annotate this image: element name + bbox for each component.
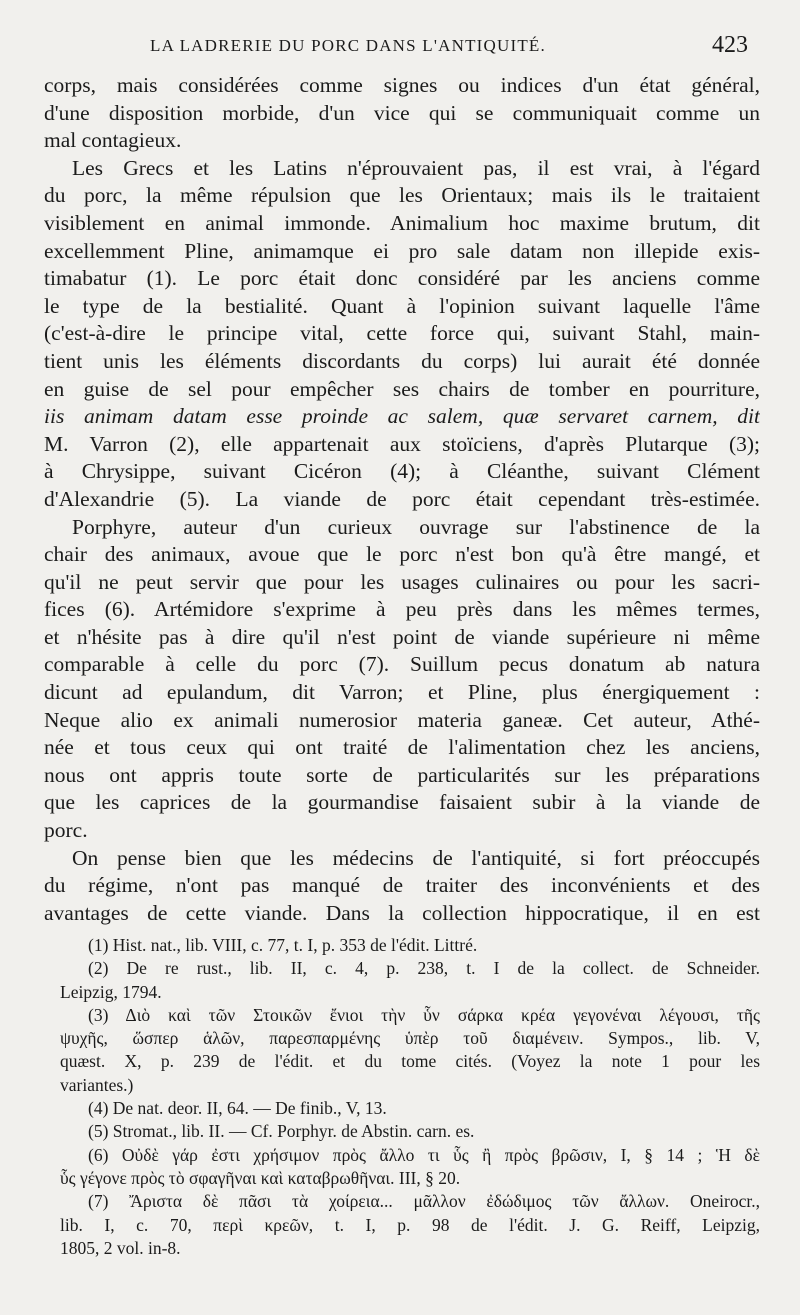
text-line: avantages de cette viande. Dans la collection hippocratique, il en est bbox=[44, 900, 760, 925]
text-line: mal contagieux. bbox=[44, 128, 182, 153]
footnote-line: (1) Hist. nat., lib. VIII, c. 77, t. I, p. 353 de l'édit. Littré. bbox=[88, 935, 478, 955]
text-line: iis animam datam esse proinde ac salem, quæ servaret carnem, dit bbox=[44, 404, 760, 429]
text-line: timabatur (1). Le porc était donc considéré par les anciens comme bbox=[44, 266, 760, 291]
text-line: nous ont appris toute sorte de particularités sur les préparations bbox=[44, 762, 760, 787]
text-line: tient unis les éléments discordants du corps) lui aurait été donnée bbox=[44, 348, 760, 373]
footnote-line: (7) Ἄριστα δὲ πᾶσι τὰ χοίρεια... μᾶλλον ἐδώδιμος τῶν ἄλλων. Oneirocr., bbox=[88, 1191, 760, 1212]
text-line: excellemment Pline, animamque ei pro sale datam non illepide exis- bbox=[44, 238, 760, 263]
page-number: 423 bbox=[712, 32, 748, 58]
text-line: et n'hésite pas à dire qu'il n'est point de viande supérieure ni même bbox=[44, 624, 760, 649]
running-header bbox=[40, 30, 748, 70]
paragraph-start-line: On pense bien que les médecins de l'antiquité, si fort préoccupés bbox=[72, 845, 760, 870]
text-line: M. Varron (2), elle appartenait aux stoïciens, d'après Plutarque (3); bbox=[44, 431, 760, 456]
text-line: que les caprices de la gourmandise faisaient subir à la viande de bbox=[44, 790, 760, 815]
footnote-line: lib. I, c. 70, περὶ κρεῶν, t. I, p. 98 de l'édit. J. G. Reiff, Leipzig, bbox=[60, 1214, 760, 1235]
footnote-line: (3) Διὸ καὶ τῶν Στοικῶν ἔνιοι τὴν ὗν σάρκα κρέα γεγονέναι λέγουσι, τῆς bbox=[88, 1004, 760, 1025]
text-line: du régime, n'ont pas manqué de traiter des inconvénients et des bbox=[44, 873, 760, 898]
text-line: du porc, la même répulsion que les Orientaux; mais ils le traitaient bbox=[44, 183, 760, 208]
text-line: le type de la bestialité. Quant à l'opinion suivant laquelle l'âme bbox=[44, 293, 760, 318]
footnote-line: ὗς γέγονε πρὸς τὸ σφαγῆναι καὶ καταβρωθῆναι. III, § 20. bbox=[60, 1167, 461, 1188]
footnote-line: ψυχῆς, ὥσπερ ἁλῶν, παρεσπαρμένης ὑπὲρ τοῦ διαμένειν. Sympos., lib. V, bbox=[60, 1028, 760, 1049]
text-line: fices (6). Artémidore s'exprime à peu près dans les mêmes termes, bbox=[44, 597, 760, 622]
text-line: née et tous ceux qui ont traité de l'alimentation chez les anciens, bbox=[44, 735, 760, 760]
body-text bbox=[44, 72, 760, 927]
footnote-line: (6) Οὐδὲ γάρ ἐστι χρήσιμον πρὸς ἄλλο τι ὗς ἢ πρὸς βρῶσιν, I, § 14 ; Ἡ δὲ bbox=[88, 1144, 760, 1165]
footnote-line: quæst. X, p. 239 de l'édit. et du tome cités. (Voyez la note 1 pour les bbox=[60, 1051, 760, 1072]
running-title: LA LADRERIE DU PORC DANS L'ANTIQUITÉ. bbox=[150, 36, 546, 55]
footnote-line: 1805, 2 vol. in-8. bbox=[60, 1237, 181, 1258]
text-line: Neque alio ex animali numerosior materia ganeæ. Cet auteur, Athé- bbox=[44, 707, 760, 732]
text-line: qu'il ne peut servir que pour les usages culinaires ou pour les sacri- bbox=[44, 569, 760, 594]
text-line: en guise de sel pour empêcher ses chairs de tomber en pourriture, bbox=[44, 376, 760, 401]
footnote-line: (2) De re rust., lib. II, c. 4, p. 238, t. I de la collect. de Schneider. bbox=[88, 958, 760, 979]
paragraph-start-line: Porphyre, auteur d'un curieux ouvrage sur l'abstinence de la bbox=[72, 514, 760, 539]
footnote-line: (4) De nat. deor. II, 64. — De finib., V, 13. bbox=[88, 1098, 387, 1119]
text-line: dicunt ad epulandum, dit Varron; et Pline, plus énergiquement : bbox=[44, 680, 760, 705]
text-line: porc. bbox=[44, 818, 88, 843]
text-line: visiblement en animal immonde. Animalium hoc maxime brutum, dit bbox=[44, 210, 760, 235]
text-line: d'Alexandrie (5). La viande de porc était cependant très-estimée. bbox=[44, 486, 760, 511]
footnote-line: (5) Stromat., lib. II. — Cf. Porphyr. de Abstin. carn. es. bbox=[88, 1121, 475, 1142]
text-line: à Chrysippe, suivant Cicéron (4); à Cléanthe, suivant Clément bbox=[44, 459, 760, 484]
text-line: d'une disposition morbide, d'un vice qui se communiquait comme un bbox=[44, 100, 760, 125]
footnote-line: variantes.) bbox=[60, 1074, 134, 1095]
paragraph-start-line: Les Grecs et les Latins n'éprouvaient pas, il est vrai, à l'égard bbox=[72, 155, 760, 180]
text-line: corps, mais considérées comme signes ou indices d'un état général, bbox=[44, 73, 760, 97]
text-line: chair des animaux, avoue que le porc n'est bon qu'à être mangé, et bbox=[44, 542, 760, 567]
footnotes bbox=[60, 934, 760, 1260]
text-line: comparable à celle du porc (7). Suillum pecus donatum ab natura bbox=[44, 652, 760, 677]
footnote-line: Leipzig, 1794. bbox=[60, 981, 162, 1002]
text-line: (c'est-à-dire le principe vital, cette force qui, suivant Stahl, main- bbox=[44, 321, 760, 346]
